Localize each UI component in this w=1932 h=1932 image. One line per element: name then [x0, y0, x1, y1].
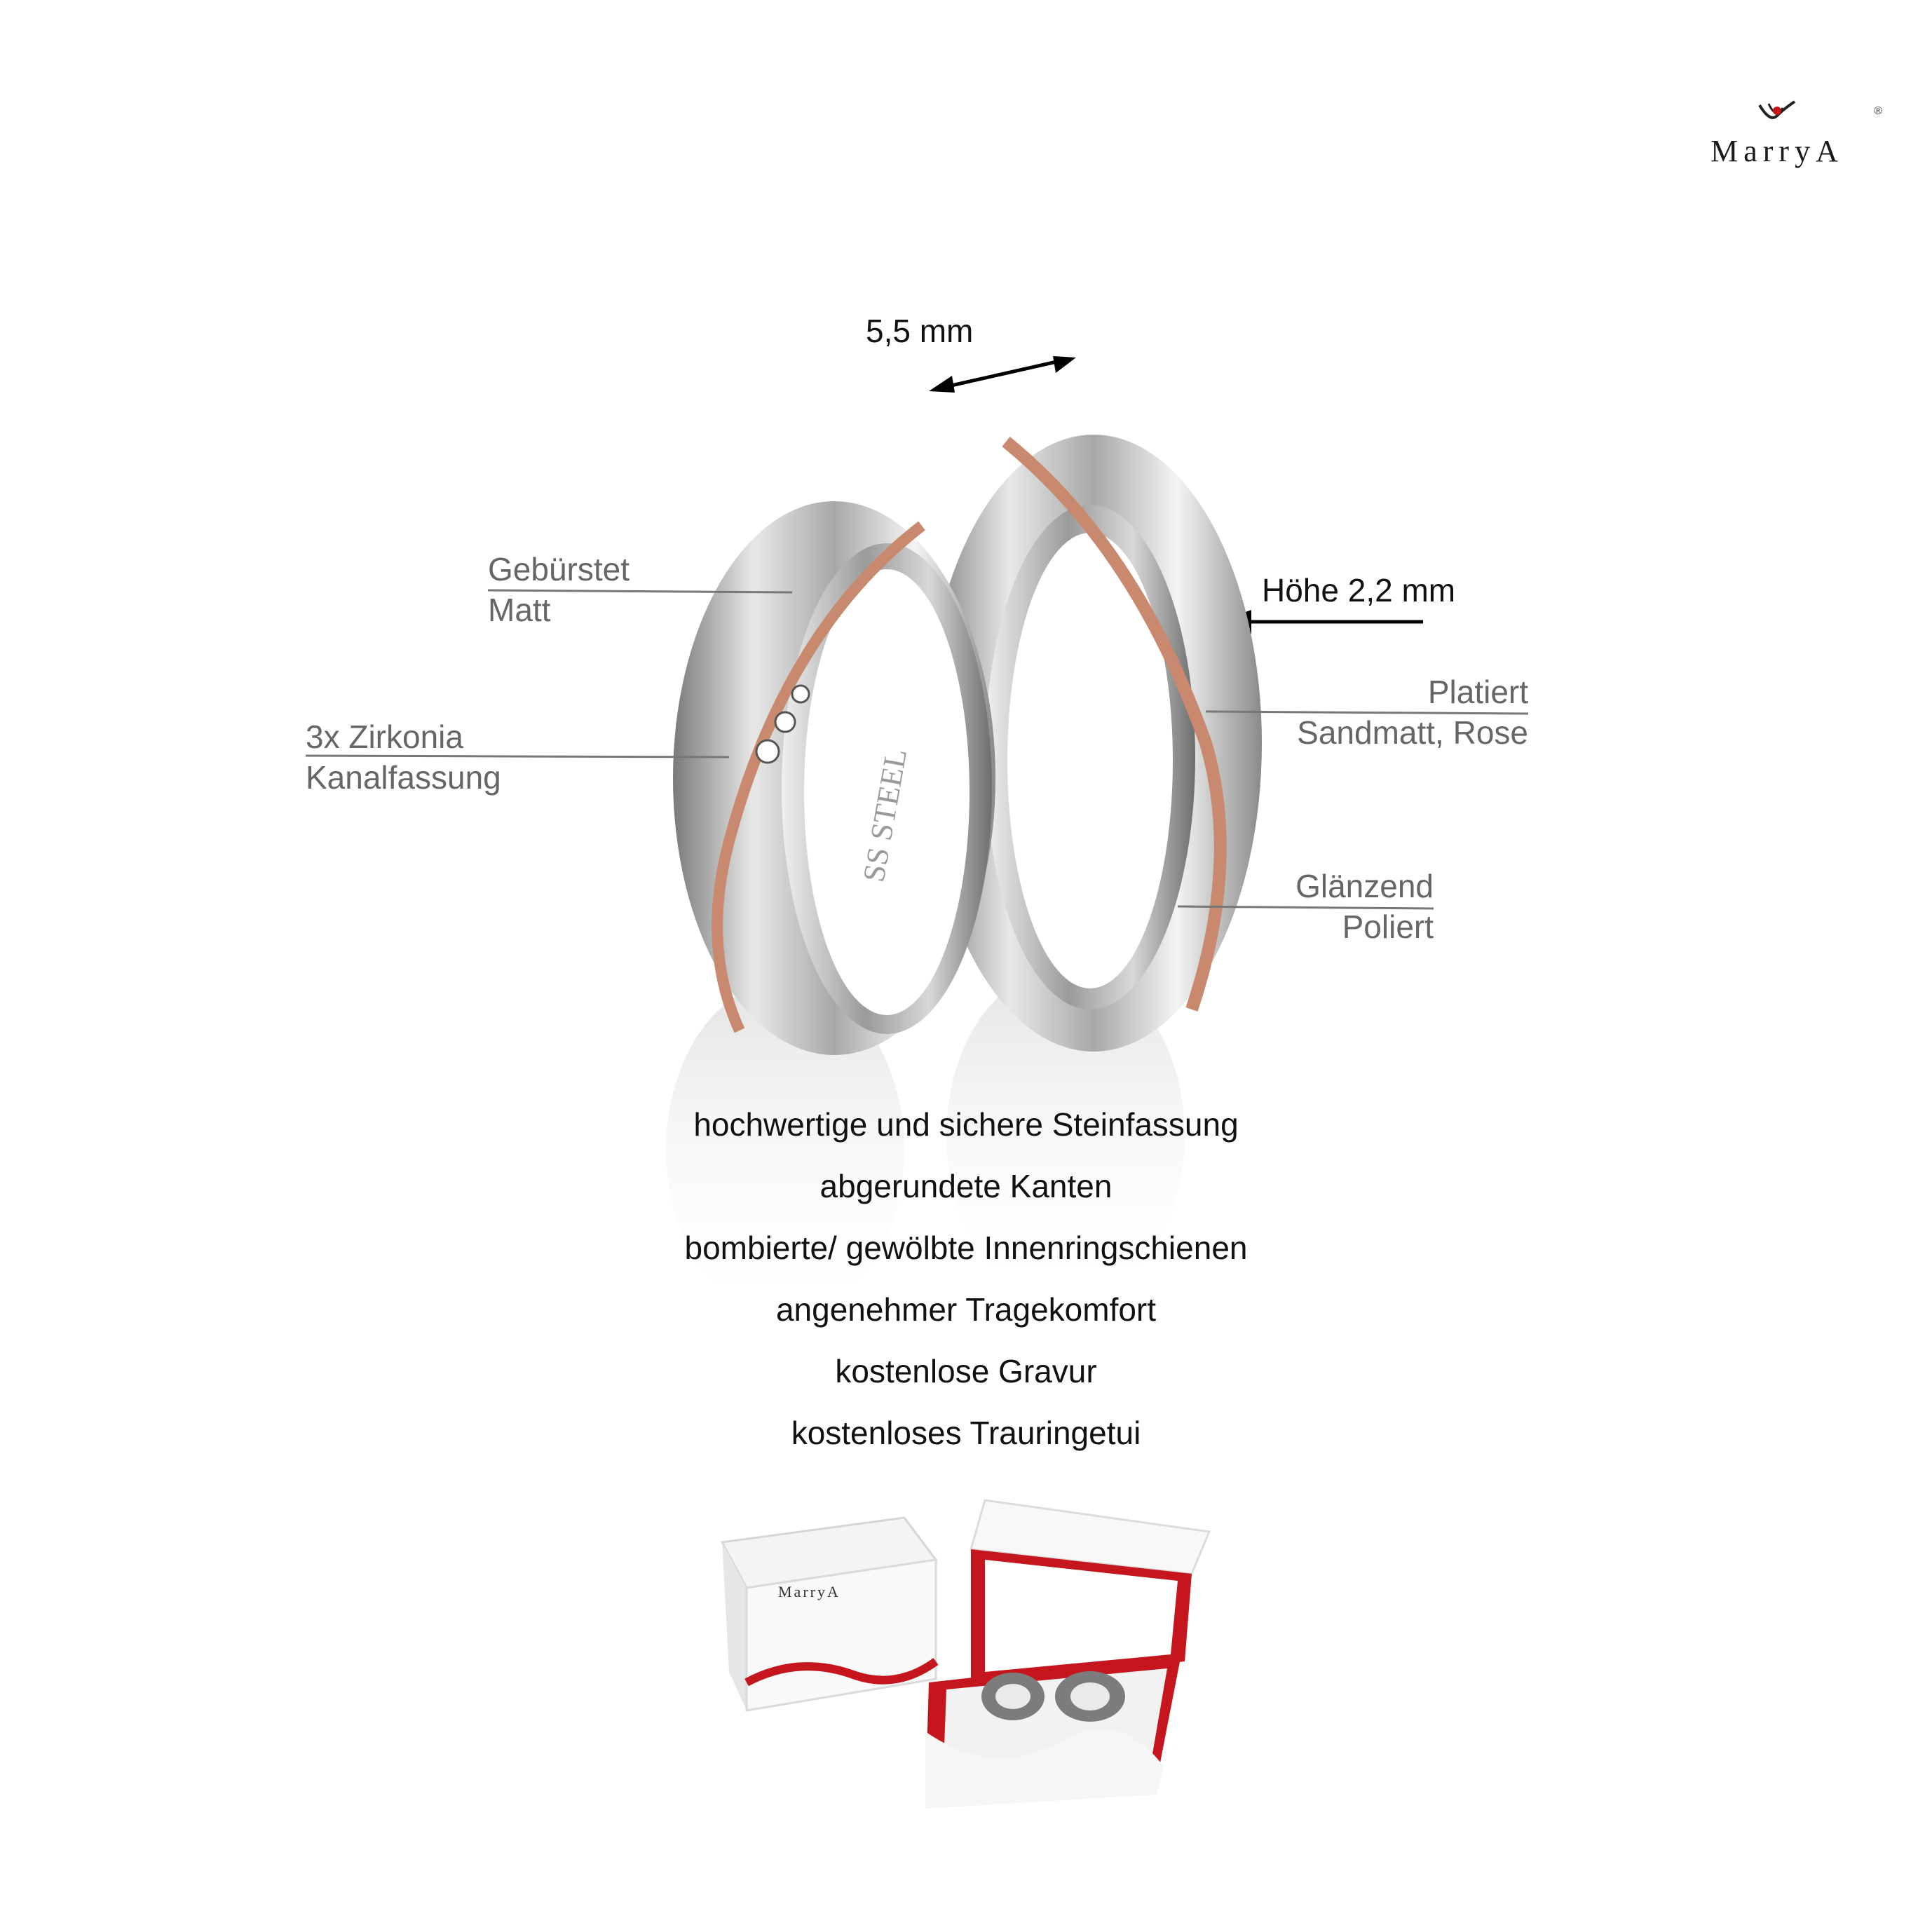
width-arrow	[929, 356, 1076, 393]
ring-engraving: SS STEEL	[856, 746, 914, 885]
ring-small	[673, 501, 995, 1055]
callout-zirkonia-line1: 3x Zirkonia	[306, 719, 463, 755]
feature-item: bombierte/ gewölbte Innenringschienen	[684, 1230, 1248, 1266]
feature-list	[0, 1104, 1932, 1474]
callout-brushed-line1: Gebürstet	[488, 551, 630, 587]
feature-item: hochwertige und sichere Steinfassung	[693, 1106, 1239, 1143]
open-box	[925, 1500, 1209, 1809]
callout-zirkonia	[306, 716, 501, 798]
callout-brushed-line2: Matt	[488, 592, 551, 628]
height-label: Höhe 2,2 mm	[1262, 572, 1456, 608]
height-arrow	[1220, 610, 1423, 634]
callout-brushed	[488, 549, 630, 630]
box-brand-label: MarryA	[778, 1583, 841, 1600]
brand-wordmark: MarryA	[1710, 134, 1844, 168]
feature-item: kostenloses Trauringetui	[791, 1415, 1141, 1451]
callout-polished-line2: Poliert	[1342, 909, 1434, 945]
callout-polished	[1052, 866, 1434, 947]
registered-mark: ®	[1874, 105, 1882, 117]
callout-plated-line2: Sandmatt, Rose	[1297, 714, 1528, 751]
callout-zirkonia-line2: Kanalfassung	[306, 759, 501, 796]
width-label: 5,5 mm	[866, 313, 974, 349]
feature-item: angenehmer Tragekomfort	[775, 1291, 1157, 1328]
callout-plated-line1: Platiert	[1427, 674, 1528, 710]
closed-box	[722, 1518, 936, 1710]
callout-plated	[1052, 672, 1528, 753]
callout-polished-line1: Glänzend	[1295, 868, 1434, 904]
feature-item: abgerundete Kanten	[819, 1168, 1113, 1204]
feature-item: kostenlose Gravur	[835, 1353, 1097, 1389]
